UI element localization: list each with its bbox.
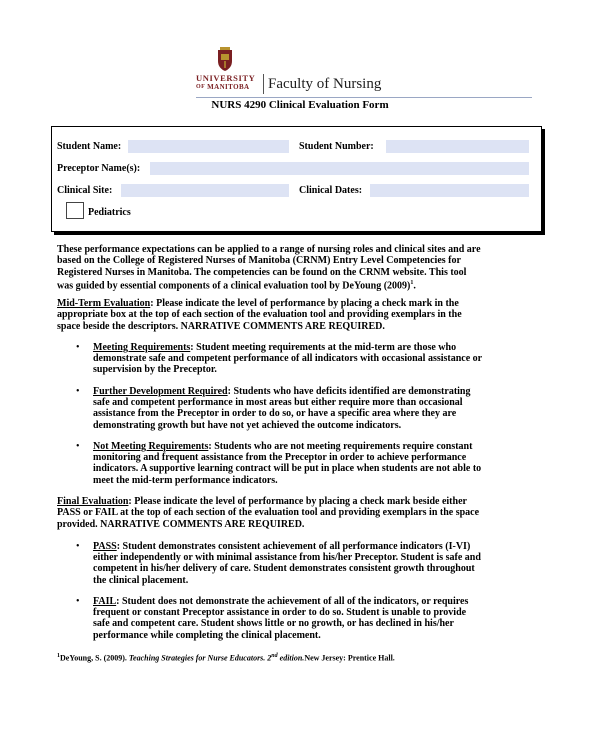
- final-line2: PASS or FAIL at the top of each section of the evaluation tool and providing exemplars in the space: [57, 507, 480, 519]
- header-divider: [263, 74, 264, 94]
- bullet-icon: •: [76, 441, 80, 452]
- pediatrics-label: Pediatrics: [88, 207, 131, 218]
- midterm-item-line: : Student meeting requirements at the mid-term are those who: [190, 342, 457, 353]
- university-of: OF: [196, 84, 206, 90]
- final-line3: provided. NARRATIVE COMMENTS ARE REQUIRED.: [57, 518, 305, 530]
- final-item-line: either independently or with minimal assistance from his/her Preceptor. Student is safe and: [93, 552, 481, 564]
- midterm-item-further: [93, 386, 538, 431]
- midterm-heading: Mid-Term Evaluation: [57, 298, 151, 309]
- intro-line4: was guided by essential components of a clinical evaluation tool by DeYoung (2009): [57, 280, 411, 292]
- university-line1: UNIVERSITY: [196, 73, 256, 83]
- student-name-label: Student Name:: [57, 141, 122, 152]
- midterm-item-line: safe and competent performance in most areas but either require more than occasional: [93, 397, 463, 409]
- student-number-field[interactable]: [386, 140, 529, 153]
- midterm-item-meeting: [93, 342, 538, 376]
- midterm-item-line: indicators. A supportive learning contract will be put in place when students are not able to: [93, 463, 482, 475]
- footnote-marker: 1: [57, 653, 60, 659]
- form-title: NURS 4290 Clinical Evaluation Form: [211, 99, 389, 111]
- bullet-icon: •: [76, 541, 80, 552]
- final-item-line: safe and competent care. Student shows little or no growth, or has declined in his/her: [93, 618, 454, 630]
- footnote: [57, 653, 395, 663]
- midterm-line1: : Please indicate the level of performance by placing a check mark in the: [150, 298, 459, 309]
- university-line2: MANITOBA: [207, 83, 250, 91]
- footnote-publisher: New Jersey: Prentice Hall.: [304, 653, 395, 663]
- footnote-title: Teaching Strategies for Nurse Educators. 2: [128, 653, 272, 663]
- final-item-line: performance while completing the clinical placement.: [93, 629, 321, 641]
- midterm-item-line: demonstrate safe and competent performance of all indicators with occasional assistance or: [93, 353, 483, 365]
- intro-line3: Registered Nurses in Manitoba. The competencies can be found on the CRNM website. This tool: [57, 266, 467, 278]
- preceptor-field[interactable]: [150, 162, 529, 175]
- midterm-line3: space beside the descriptors. NARRATIVE COMMENTS ARE REQUIRED.: [57, 320, 385, 332]
- midterm-item-line: meet the mid-term performance indicators.: [93, 474, 278, 486]
- midterm-item-line: assistance from the Preceptor in order to do so, or have a specific area where they are: [93, 408, 457, 420]
- final-item-term: FAIL: [93, 596, 117, 607]
- midterm-item-line: : Students who are not meeting requirements require constant: [208, 441, 473, 452]
- final-item-term: PASS: [93, 541, 117, 552]
- midterm-line2: appropriate box at the top of each section of the evaluation tool and providing exemplars in the: [57, 309, 462, 321]
- midterm-item-term: Not Meeting Requirements: [93, 441, 209, 452]
- footnote-edition: edition.: [277, 653, 305, 663]
- bullet-icon: •: [76, 342, 80, 353]
- midterm-item-term: Meeting Requirements: [93, 342, 191, 353]
- university-wordmark: [196, 74, 255, 92]
- student-number-label: Student Number:: [299, 141, 374, 152]
- header-rule: [196, 97, 532, 98]
- clinical-site-field[interactable]: [121, 184, 289, 197]
- midterm-item-not-meeting: [93, 441, 538, 486]
- faculty-name: Faculty of Nursing: [268, 76, 382, 92]
- clinical-dates-label: Clinical Dates:: [299, 185, 363, 196]
- final-item-line: : Student does not demonstrate the achievement of all of the indicators, or requires: [116, 596, 469, 607]
- bullet-icon: •: [76, 386, 80, 397]
- clinical-dates-field[interactable]: [370, 184, 529, 197]
- final-heading: Final Evaluation: [57, 496, 129, 507]
- midterm-item-line: supervision by the Preceptor.: [93, 364, 217, 376]
- final-line1: : Please indicate the level of performance by placing a check mark beside either: [128, 496, 467, 507]
- footnote-edition-sup: nd: [271, 653, 278, 659]
- intro-line4-end: .: [413, 280, 416, 292]
- pediatrics-checkbox[interactable]: [66, 202, 84, 219]
- intro-footnote-ref: 1: [410, 279, 414, 286]
- bullet-icon: •: [76, 596, 80, 607]
- intro-paragraph: [57, 244, 481, 292]
- student-name-field[interactable]: [128, 140, 289, 153]
- final-item-line: : Student demonstrates consistent achievement of all performance indicators (I-VI): [116, 541, 471, 552]
- final-item-line: the clinical placement.: [93, 574, 189, 586]
- final-item-fail: [93, 596, 538, 641]
- final-paragraph: [57, 496, 479, 530]
- midterm-item-line: demonstrating growth but have not yet achieved the outcome indicators.: [93, 419, 402, 431]
- final-item-line: competent in his/her delivery of care. Student demonstrates consistent growth throughout: [93, 563, 475, 575]
- preceptor-label: Preceptor Name(s):: [57, 163, 141, 174]
- midterm-item-line: monitoring and frequent assistance from the Preceptor in order to achieve performance: [93, 452, 467, 464]
- clinical-site-label: Clinical Site:: [57, 185, 113, 196]
- midterm-item-line: : Students who have deficits identified are demonstrating: [227, 386, 471, 397]
- midterm-paragraph: [57, 298, 462, 332]
- intro-line2: based on the College of Registered Nurses of Manitoba (CRNM) Entry Level Competencies for: [57, 255, 461, 267]
- final-item-pass: [93, 541, 538, 586]
- footnote-author: DeYoung, S. (2009).: [60, 653, 129, 663]
- university-crest-icon: [217, 47, 233, 71]
- final-item-line: frequent or constant Preceptor assistance in order to do so. Student is unable to provide: [93, 607, 467, 619]
- intro-line1: These performance expectations can be applied to a range of nursing roles and clinical sites and are: [57, 244, 481, 255]
- midterm-item-term: Further Development Required: [93, 386, 228, 397]
